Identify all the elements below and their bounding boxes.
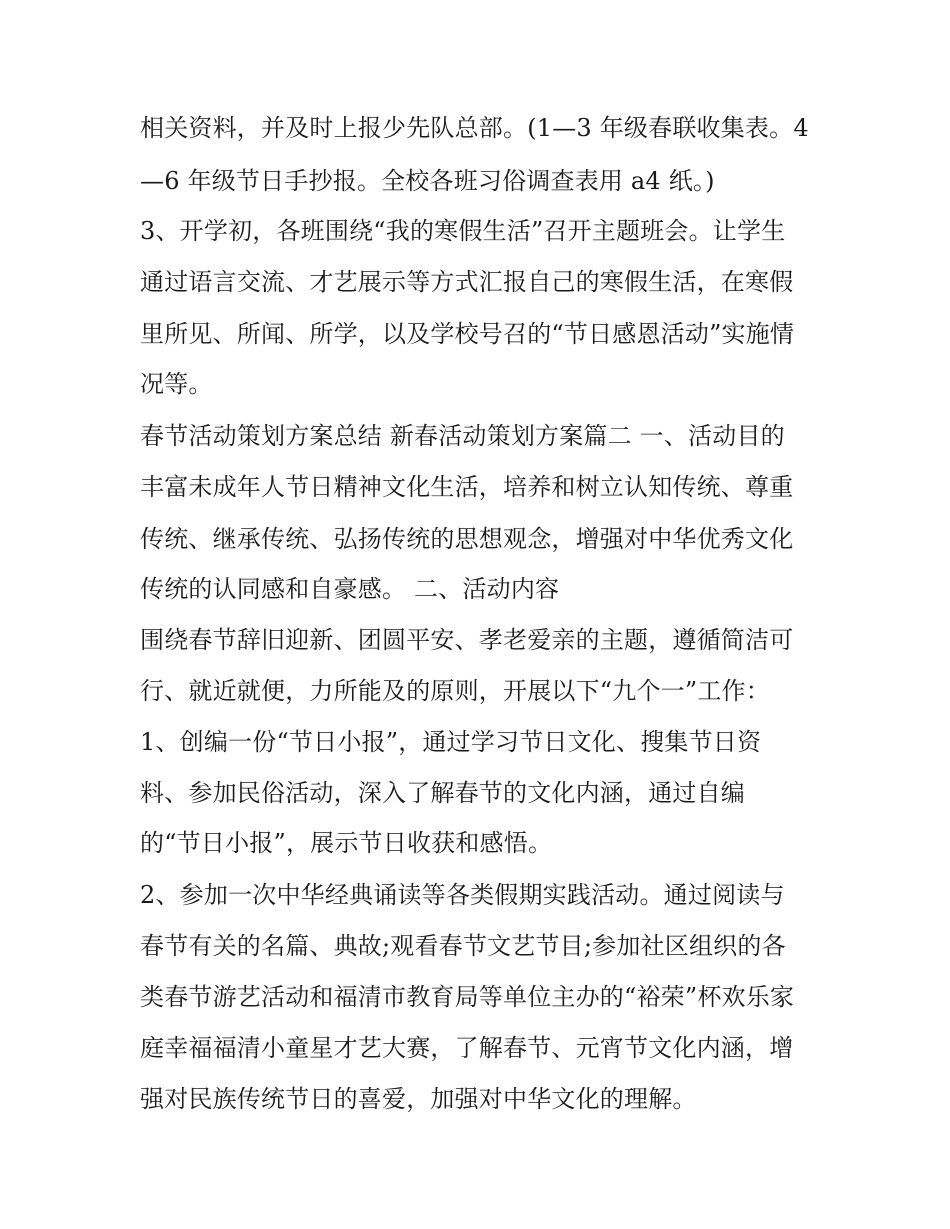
text-line: 况等。 — [140, 370, 213, 398]
text-line: 丰富未成年人节日精神文化生活，培养和树立认知传统、尊重 — [140, 473, 794, 501]
text-line: 2、参加一次中华经典诵读等各类假期实践活动。通过阅读与 — [140, 881, 785, 909]
text-line: 里所见、所闻、所学，以及学校号召的“节日感恩活动”实施情 — [140, 320, 795, 348]
text-line: 传统的认同感和自豪感。 二、活动内容 — [140, 575, 560, 603]
text-line: 传统、继承传统、弘扬传统的思想观念，增强对中华优秀文化 — [140, 525, 794, 553]
text-line: 强对民族传统节日的喜爱，加强对中华文化的理解。 — [140, 1085, 697, 1113]
text-line: 1、创编一份“节日小报”，通过学习节日文化、搜集节日资 — [140, 728, 762, 756]
text-line: 的“节日小报”，展示节日收获和感悟。 — [140, 829, 553, 857]
text-line: 类春节游艺活动和福清市教育局等单位主办的“裕荣”杯欢乐家 — [140, 983, 795, 1011]
text-line: 行、就近就便，力所能及的原则，开展以下“九个一”工作： — [140, 677, 770, 705]
text-line: 围绕春节辞旧迎新、团圆平安、孝老爱亲的主题，遵循简洁可 — [140, 626, 794, 654]
text-line: 庭幸福福清小童星才艺大赛，了解春节、元宵节文化内涵，增 — [140, 1034, 794, 1062]
text-line: 3、开学初，各班围绕“我的寒假生活”召开主题班会。让学生 — [140, 217, 786, 245]
section-heading-line: 春节活动策划方案总结 新春活动策划方案篇二 一、活动目的 — [140, 422, 785, 450]
text-line: 相关资料，并及时上报少先队总部。(1—3 年级春联收集表。4 — [140, 114, 809, 142]
text-line: 春节有关的名篇、典故;观看春节文艺节目;参加社区组织的各 — [140, 932, 786, 960]
text-line: 料、参加民俗活动，深入了解春节的文化内涵，通过自编 — [140, 779, 745, 807]
text-line: 通过语言交流、才艺展示等方式汇报自己的寒假生活，在寒假 — [140, 268, 794, 296]
text-line: —6 年级节日手抄报。全校各班习俗调查表用 a4 纸。) — [140, 167, 715, 195]
